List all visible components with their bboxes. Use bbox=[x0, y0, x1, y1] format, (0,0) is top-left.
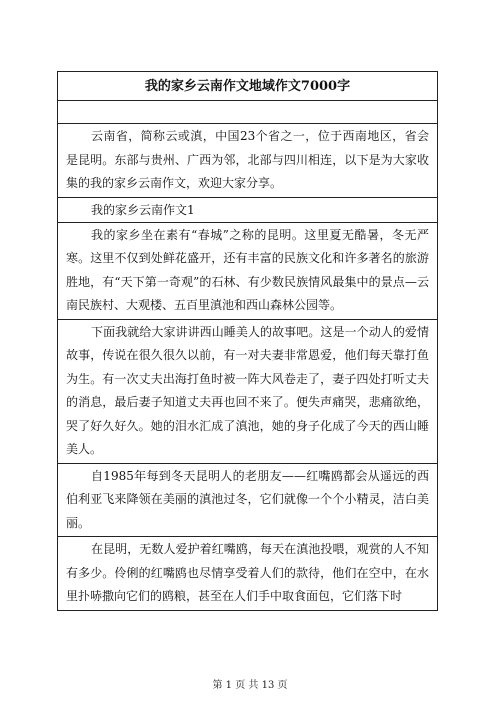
document-table bbox=[57, 71, 438, 611]
empty-row bbox=[58, 101, 437, 124]
paragraph-kunming: 我的家乡坐在素有“春城”之称的昆明。这里夏无酷暑，冬无严寒。这里不仅到处鲜花盛开，还有丰富的民族文化和许多著名的旅游胜地，有“天下第一奇观”的石林、有少数民族情风最集中的景点—云南民族村、大观楼、五百里滇池和西山森林公园等。 bbox=[58, 223, 437, 320]
paragraph-feeding: 在昆明，无数人爱护着红嘴鸥，每天在滇池投喂，观赏的人不知有多少。伶俐的红嘴鸥也尽情享受着人们的款待，他们在空中，在水里扑哧撒向它们的鸥粮，甚至在人们手中取食面包，它们落下时 bbox=[66, 542, 429, 603]
paragraph-gulls: 自1985年每到冬天昆明人的老朋友——红嘴鸥都会从遥远的西伯利亚飞来降领在美丽的滇池过冬，它们就像一个个小精灵，洁白美丽。 bbox=[58, 464, 437, 538]
section-heading: 我的家乡云南作文1 bbox=[58, 198, 437, 223]
page-footer: 第 1 页 共 13 页 bbox=[212, 680, 288, 691]
paragraph-sleeping-beauty: 下面我就给大家讲讲西山睡美人的故事吧。这是一个动人的爱情故事，传说在很久很久以前，有一对夫妻非常恩爱，他们每天靠打鱼为生。有一次丈夫出海打鱼时被一阵大风卷走了，妻子四处打听丈夫的消息，最后妻子知道丈夫再也回不来了。便失声痛哭，悲痛欲绝，哭了好久好久。她的泪水汇成了滇池，她的身子化成了今天的西山睡美人。 bbox=[58, 320, 437, 464]
intro-paragraph: 云南省，简称云或滇，中国23个省之一，位于西南地区，省会是昆明。东部与贵州、广西为邻，北部与四川相连，以下是为大家收集的我的家乡云南作文，欢迎大家分享。 bbox=[58, 124, 437, 198]
document-title: 我的家乡云南作文地域作文7000字 bbox=[58, 72, 437, 101]
